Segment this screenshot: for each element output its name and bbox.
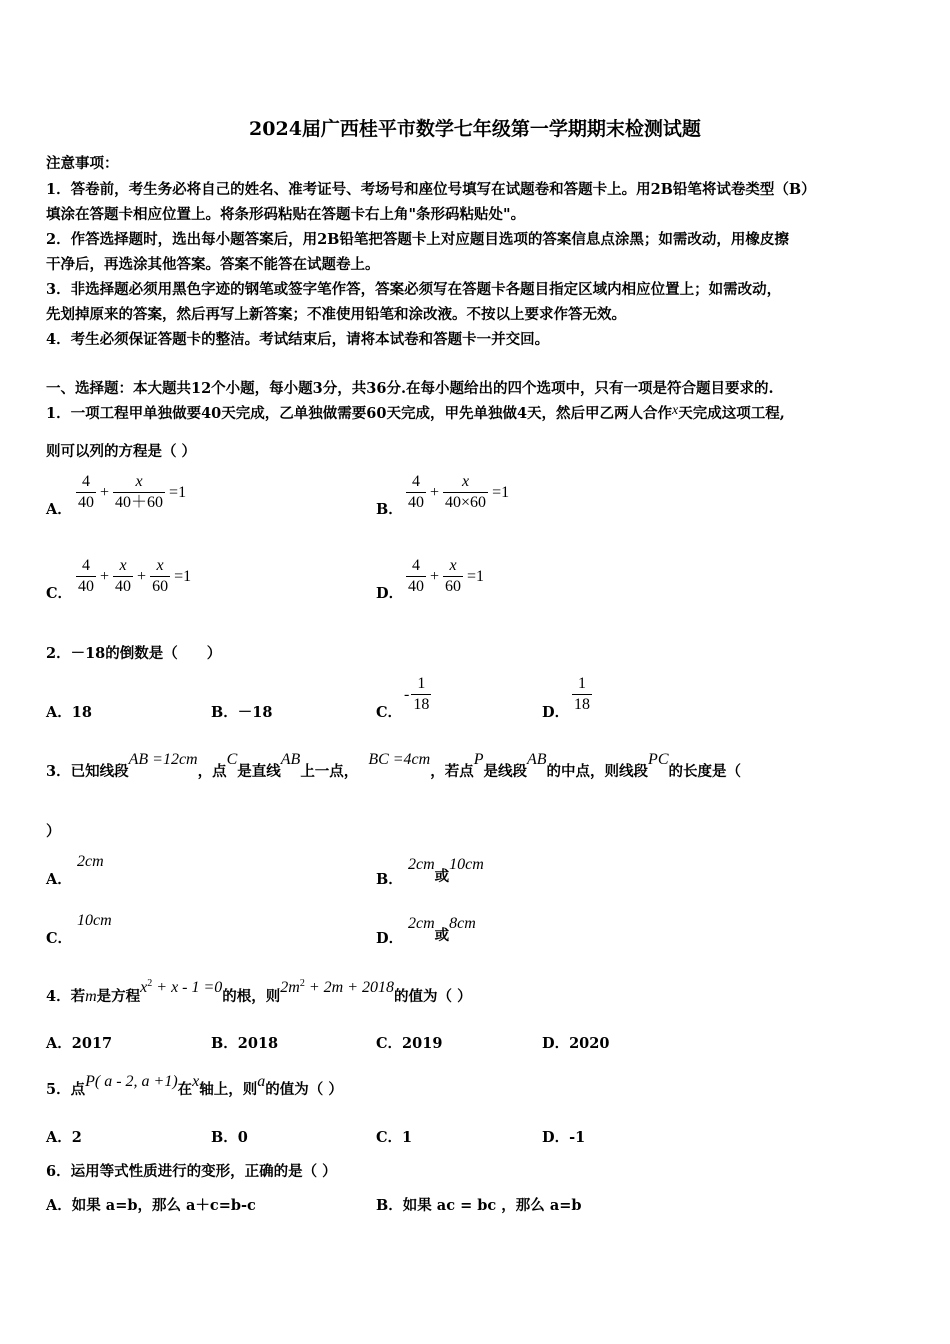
option-3c-label: C． [46, 930, 73, 947]
question-3-stem: 3．已知线段AB =12cm，点C是直线AB上一点，BC =4cm，若点P是线段AB的中点，则线段PC的长度是（ [46, 751, 741, 780]
option-3a-label: A． [46, 871, 72, 888]
option-3b-value: 2cm或10cm [408, 856, 484, 885]
option-3d-label: D． [376, 930, 404, 947]
notice-line: 3．非选择题必须用黑色字迹的钢笔或签字笔作答，答案必须写在答题卡各题目指定区域内相应位置上；如需改动， [46, 281, 782, 298]
option-3a-value: 2cm [77, 853, 104, 870]
option-5c: C．1 [376, 1129, 413, 1146]
notice-line: 1．答卷前，考生务必将自己的姓名、准考证号、考场号和座位号填写在试题卷和答题卡上。用2B铅笔将试卷类型（B） [46, 181, 816, 198]
option-3c-value: 10cm [77, 912, 112, 929]
option-2c-fraction: - $\frac{1}{18}$ [404, 675, 430, 713]
option-4c: C．2019 [376, 1035, 443, 1052]
option-label: D． [376, 585, 404, 602]
notice-line: 干净后，再选涂其他答案。答案不能答在试题卷上。 [46, 256, 380, 273]
option-2d-fraction: $\frac{1}{18}$ [574, 675, 590, 713]
option-3d-value: 2cm或8cm [408, 915, 476, 944]
option-5b: B．0 [211, 1129, 248, 1146]
page-title: 2024届广西桂平市数学七年级第一学期期末检测试题 [249, 118, 701, 140]
option-label: C． [46, 585, 73, 602]
question-1-stem-line2: 则可以列的方程是（ ） [46, 443, 197, 460]
option-6b: B．如果 ac = bc ，那么 a=b [376, 1197, 582, 1214]
question-3-close: ） [46, 823, 61, 840]
question-2-stem: 2．－18的倒数是（ ） [46, 645, 222, 662]
question-6-stem: 6．运用等式性质进行的变形，正确的是（ ） [46, 1163, 337, 1180]
option-5a: A．2 [46, 1129, 82, 1146]
question-5-stem: 5．点P( a - 2, a +1)在x轴上，则a的值为（ ） [46, 1073, 343, 1098]
notice-heading: 注意事项： [46, 155, 119, 172]
option-6a: A．如果 a=b，那么 a＋c=b-c [46, 1197, 256, 1214]
option-1d-equation: $\frac{4}{40}$ + $\frac{x}{60}$ =1 [408, 557, 485, 595]
option-2b: B．－18 [211, 704, 273, 721]
option-3b-label: B． [376, 871, 403, 888]
option-4b: B．2018 [211, 1035, 279, 1052]
option-1c-equation: $\frac{4}{40}$ + $\frac{x}{40}$ + $\frac{x}{60}$ =1 [78, 557, 192, 595]
option-5d: D．-1 [542, 1129, 586, 1146]
option-label: B． [376, 501, 403, 518]
notice-line: 2．作答选择题时，选出每小题答案后，用2B铅笔把答题卡上对应题目选项的答案信息点涂黑；如需改动，用橡皮擦 [46, 231, 789, 248]
question-4-stem: 4．若m是方程$x^2 + x - 1 =0$的根，则$2m^2 + 2m + 2018$的值为（ ） [46, 978, 472, 1005]
option-1b-equation: $\frac{4}{40}$ + $\frac{x}{40\times 60}$ =1 [408, 473, 510, 511]
option-1a-equation: $\frac{4}{40}$ + $\frac{x}{40+60}$ =1 [78, 473, 187, 511]
option-2d-label: D． [542, 704, 570, 721]
notice-line: 4．考生必须保证答题卡的整洁。考试结束后，请将本试卷和答题卡一并交回。 [46, 331, 550, 348]
option-4d: D．2020 [542, 1035, 610, 1052]
option-label: A． [46, 501, 72, 518]
section-heading: 一、选择题：本大题共12个小题，每小题3分，共36分.在每小题给出的四个选项中，只有一项是符合题目要求的. [46, 380, 774, 397]
option-2a: A．18 [46, 704, 92, 721]
option-4a: A．2017 [46, 1035, 113, 1052]
question-1-stem: 1．一项工程甲单独做要40天完成，乙单独做需要60天完成，甲先单独做4天，然后甲乙两人合作x天完成这项工程, [46, 403, 785, 422]
notice-line: 先划掉原来的答案，然后再写上新答案；不准使用铅笔和涂改液。不按以上要求作答无效。 [46, 306, 626, 323]
notice-line: 填涂在答题卡相应位置上。将条形码粘贴在答题卡右上角"条形码粘贴处"。 [46, 206, 526, 223]
option-2c-label: C． [376, 704, 403, 721]
